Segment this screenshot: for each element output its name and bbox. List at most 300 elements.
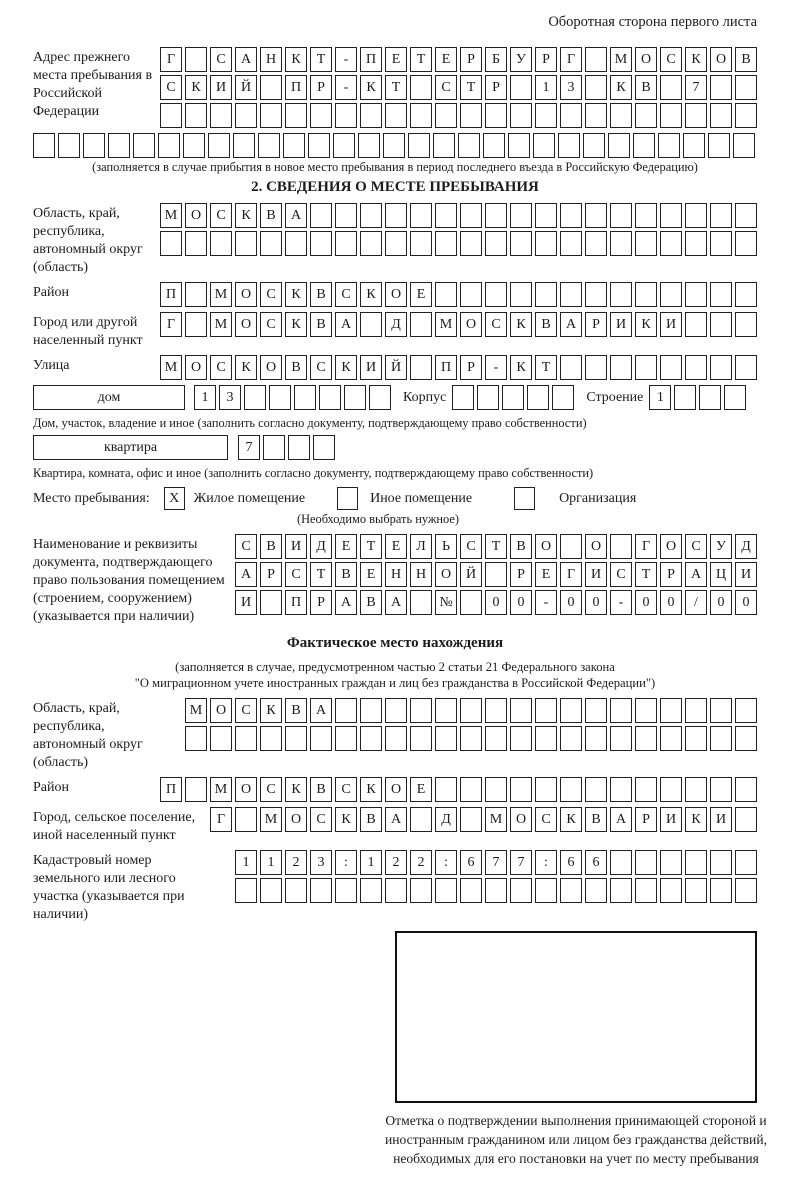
char-cell (360, 203, 382, 228)
char-cell: В (635, 75, 657, 100)
char-cell: В (260, 203, 282, 228)
char-cell (685, 282, 707, 307)
char-cell (263, 435, 285, 460)
char-cell (660, 850, 682, 875)
char-cell (683, 133, 705, 158)
char-cell (435, 698, 457, 723)
char-cell (185, 777, 207, 802)
char-cell (310, 878, 332, 903)
char-cell (560, 534, 582, 559)
char-cell (674, 385, 696, 410)
char-cell: Е (335, 534, 357, 559)
char-cell: М (160, 203, 182, 228)
char-cell: И (285, 534, 307, 559)
char-cell: И (660, 807, 682, 832)
actual-city-row (33, 807, 757, 845)
char-cell (360, 698, 382, 723)
char-cell (560, 282, 582, 307)
char-cell (635, 777, 657, 802)
char-cell (485, 698, 507, 723)
char-cell (585, 355, 607, 380)
char-cell (385, 878, 407, 903)
char-cell: Н (385, 562, 407, 587)
char-cell (585, 282, 607, 307)
char-cell: - (335, 47, 357, 72)
char-cell: Р (310, 75, 332, 100)
char-cell: Д (435, 807, 457, 832)
city-label: Город или другой населенный пункт (33, 315, 143, 348)
char-cell: Т (360, 534, 382, 559)
char-cell: С (260, 777, 282, 802)
char-cell: : (535, 850, 557, 875)
char-cell (508, 133, 530, 158)
char-cell (435, 203, 457, 228)
korpus-cells (452, 385, 574, 410)
char-cell (560, 203, 582, 228)
char-cell: А (235, 562, 257, 587)
char-cell: Й (385, 355, 407, 380)
char-cell: К (510, 355, 532, 380)
char-cell (258, 133, 280, 158)
char-cell: Д (735, 534, 757, 559)
document-cells (235, 534, 757, 615)
previous-address-cells (160, 47, 757, 128)
char-cell: И (610, 312, 632, 337)
char-cell: 7 (510, 850, 532, 875)
char-cell (244, 385, 266, 410)
char-cell (735, 807, 757, 832)
apartment-cells (238, 435, 335, 460)
char-cell: М (160, 355, 182, 380)
char-cell: А (285, 203, 307, 228)
char-cell: О (235, 777, 257, 802)
char-cell: О (710, 47, 732, 72)
char-row (160, 312, 757, 337)
char-cell: А (685, 562, 707, 587)
char-cell: : (435, 850, 457, 875)
char-cell (610, 850, 632, 875)
char-cell (733, 133, 755, 158)
char-cell: Ь (435, 534, 457, 559)
char-cell: К (335, 807, 357, 832)
char-cell (502, 385, 524, 410)
char-cell (510, 231, 532, 256)
char-cell (435, 777, 457, 802)
char-cell: О (635, 47, 657, 72)
char-cell (527, 385, 549, 410)
char-cell (685, 312, 707, 337)
confirmation-stamp-box (395, 931, 757, 1103)
char-cell (658, 133, 680, 158)
char-cell (585, 777, 607, 802)
char-cell: В (335, 562, 357, 587)
char-cell (735, 231, 757, 256)
char-cell: Т (485, 534, 507, 559)
char-cell (735, 850, 757, 875)
option-other-premises-label: Иное помещение (370, 490, 473, 506)
char-cell (560, 355, 582, 380)
char-row (235, 850, 757, 875)
char-cell (735, 203, 757, 228)
district-label: Район (33, 285, 69, 300)
char-cell: Е (535, 562, 557, 587)
district-row (33, 282, 757, 307)
char-cell: Р (635, 807, 657, 832)
char-cell: : (335, 850, 357, 875)
char-cell (735, 698, 757, 723)
char-cell: С (485, 312, 507, 337)
char-cell (185, 726, 207, 751)
char-cell: Т (385, 75, 407, 100)
char-cell (410, 807, 432, 832)
char-cell (233, 133, 255, 158)
char-cell (735, 777, 757, 802)
char-cell: 1 (360, 850, 382, 875)
char-cell (560, 878, 582, 903)
korpus-label: Корпус (403, 389, 447, 405)
apartment-label-box: квартира (33, 435, 228, 460)
char-cell (108, 133, 130, 158)
char-cell (485, 282, 507, 307)
char-cell (185, 47, 207, 72)
char-cell: 3 (560, 75, 582, 100)
char-cell (260, 878, 282, 903)
char-cell: С (535, 807, 557, 832)
char-cell (710, 878, 732, 903)
char-cell (360, 726, 382, 751)
actual-region-row (33, 698, 757, 772)
char-cell (210, 103, 232, 128)
char-cell (535, 103, 557, 128)
char-cell: О (385, 282, 407, 307)
char-cell (710, 203, 732, 228)
char-cell (560, 103, 582, 128)
char-row (160, 231, 757, 256)
char-cell (83, 133, 105, 158)
char-cell (685, 355, 707, 380)
char-cell: А (610, 807, 632, 832)
char-cell: К (510, 312, 532, 337)
actual-city-label: Город, сельское поселение, иной населенный пункт (33, 810, 196, 843)
char-row (160, 203, 757, 228)
char-cell: Р (585, 312, 607, 337)
char-cell: К (610, 75, 632, 100)
stay-type-note: (Необходимо выбрать нужное) (296, 512, 460, 526)
char-cell: 0 (635, 590, 657, 615)
char-cell: Т (535, 355, 557, 380)
char-cell (185, 231, 207, 256)
char-cell (210, 726, 232, 751)
char-cell (710, 103, 732, 128)
char-cell: Т (310, 47, 332, 72)
cadastre-label: Кадастровый номер земельного или лесного участка (указывается при наличии) (33, 853, 185, 922)
char-cell (660, 103, 682, 128)
char-cell: - (485, 355, 507, 380)
char-cell: О (585, 534, 607, 559)
char-cell (460, 878, 482, 903)
char-cell (685, 850, 707, 875)
char-cell (510, 282, 532, 307)
char-cell: К (285, 282, 307, 307)
char-cell (635, 850, 657, 875)
char-cell: В (360, 590, 382, 615)
char-cell (585, 698, 607, 723)
actual-location-note-line2: "О миграционном учете иностранных граждан и лиц без гражданства в Российской Федерации") (134, 676, 656, 690)
char-cell (477, 385, 499, 410)
confirmation-region (33, 931, 767, 1193)
char-cell (635, 726, 657, 751)
char-cell (294, 385, 316, 410)
page-side-note: Оборотная сторона первого листа (548, 14, 757, 30)
char-cell (433, 133, 455, 158)
char-cell (660, 75, 682, 100)
char-cell (235, 807, 257, 832)
char-cell: О (660, 534, 682, 559)
char-cell: А (235, 47, 257, 72)
char-cell (535, 878, 557, 903)
char-cell: К (335, 355, 357, 380)
char-cell (558, 133, 580, 158)
char-cell: Г (210, 807, 232, 832)
char-cell (485, 726, 507, 751)
char-cell (385, 698, 407, 723)
char-cell (685, 777, 707, 802)
char-cell (560, 698, 582, 723)
char-cell: К (285, 47, 307, 72)
char-cell (460, 231, 482, 256)
char-cell: О (460, 312, 482, 337)
char-cell (610, 726, 632, 751)
char-cell (358, 133, 380, 158)
region-row (33, 203, 757, 277)
char-cell: О (235, 282, 257, 307)
char-cell (485, 231, 507, 256)
char-cell (183, 133, 205, 158)
previous-address-note: (заполняется в случае прибытия в новое место пребывания в период последнего въезда в Российскую Федерацию) (92, 160, 698, 174)
char-cell (635, 282, 657, 307)
char-cell (510, 103, 532, 128)
char-cell (410, 355, 432, 380)
char-cell (710, 312, 732, 337)
char-cell: С (685, 534, 707, 559)
char-cell: 0 (510, 590, 532, 615)
actual-location-note-line1: (заполняется в случае, предусмотренном частью 2 статьи 21 Федерального закона (175, 660, 615, 674)
char-cell: А (385, 590, 407, 615)
char-cell (560, 777, 582, 802)
char-cell (710, 282, 732, 307)
char-cell (160, 103, 182, 128)
house-label-box: дом (33, 385, 185, 410)
char-cell (699, 385, 721, 410)
char-cell (485, 203, 507, 228)
cadastre-row (33, 850, 757, 924)
char-cell (724, 385, 746, 410)
char-cell (460, 777, 482, 802)
char-row (185, 726, 757, 751)
char-cell (510, 698, 532, 723)
char-cell (510, 203, 532, 228)
house-note: Дом, участок, владение и иное (заполнить согласно документу, подтверждающему право собственности) (33, 416, 587, 430)
char-cell: Д (385, 312, 407, 337)
char-cell: А (560, 312, 582, 337)
char-cell: Е (410, 777, 432, 802)
char-cell: С (660, 47, 682, 72)
char-cell (485, 777, 507, 802)
char-cell (360, 312, 382, 337)
char-cell (235, 878, 257, 903)
char-cell: И (660, 312, 682, 337)
char-cell (360, 878, 382, 903)
char-cell: 0 (735, 590, 757, 615)
char-cell: К (260, 698, 282, 723)
char-cell (410, 312, 432, 337)
char-cell: Т (310, 562, 332, 587)
char-cell (210, 231, 232, 256)
char-row (235, 562, 757, 587)
char-cell (313, 435, 335, 460)
char-cell (735, 312, 757, 337)
cadastre-cells (235, 850, 757, 903)
char-cell (685, 203, 707, 228)
char-cell: Р (535, 47, 557, 72)
char-cell (185, 312, 207, 337)
char-row (235, 534, 757, 559)
char-cell: П (160, 777, 182, 802)
char-cell: С (210, 203, 232, 228)
char-cell: О (185, 355, 207, 380)
char-cell (585, 47, 607, 72)
char-cell: С (235, 534, 257, 559)
char-cell (235, 103, 257, 128)
char-cell (460, 103, 482, 128)
char-cell (610, 203, 632, 228)
char-cell (260, 726, 282, 751)
char-cell: С (460, 534, 482, 559)
char-cell: С (335, 282, 357, 307)
char-cell: 6 (460, 850, 482, 875)
char-cell: Й (460, 562, 482, 587)
char-cell (385, 203, 407, 228)
char-cell (410, 726, 432, 751)
char-cell (560, 726, 582, 751)
char-cell: - (335, 75, 357, 100)
char-cell: 1 (194, 385, 216, 410)
char-row (235, 590, 757, 615)
char-cell (685, 726, 707, 751)
char-cell (610, 282, 632, 307)
char-cell (560, 231, 582, 256)
street-label: Улица (33, 358, 70, 373)
char-cell: К (360, 777, 382, 802)
char-cell (583, 133, 605, 158)
char-cell: 6 (585, 850, 607, 875)
char-cell: Д (310, 534, 332, 559)
char-cell (460, 203, 482, 228)
char-cell (660, 203, 682, 228)
char-cell (585, 75, 607, 100)
char-cell (408, 133, 430, 158)
char-cell (660, 777, 682, 802)
house-line (33, 385, 757, 410)
char-cell (185, 282, 207, 307)
char-cell: М (210, 312, 232, 337)
char-cell (335, 203, 357, 228)
char-cell: С (160, 75, 182, 100)
char-cell (710, 75, 732, 100)
char-cell (610, 534, 632, 559)
char-cell: Р (460, 47, 482, 72)
char-cell (610, 103, 632, 128)
char-cell: С (210, 47, 232, 72)
char-cell (535, 726, 557, 751)
char-cell (610, 698, 632, 723)
char-cell (435, 231, 457, 256)
char-cell (235, 231, 257, 256)
char-cell (552, 385, 574, 410)
char-cell (610, 777, 632, 802)
char-cell (335, 231, 357, 256)
actual-region-label: Область, край, республика, автономный округ (область) (33, 701, 143, 770)
char-cell: 6 (560, 850, 582, 875)
char-cell (510, 726, 532, 751)
char-cell (735, 75, 757, 100)
char-cell (685, 698, 707, 723)
char-cell: И (210, 75, 232, 100)
char-cell: И (585, 562, 607, 587)
char-cell (410, 75, 432, 100)
char-cell (410, 231, 432, 256)
char-cell: В (310, 777, 332, 802)
char-cell: 0 (660, 590, 682, 615)
char-cell (735, 726, 757, 751)
char-cell (335, 726, 357, 751)
char-cell: С (260, 282, 282, 307)
char-cell: 3 (310, 850, 332, 875)
char-cell (735, 282, 757, 307)
char-cell: К (635, 312, 657, 337)
char-cell: 7 (238, 435, 260, 460)
char-cell (335, 103, 357, 128)
char-cell: П (285, 590, 307, 615)
char-cell (385, 103, 407, 128)
char-cell (660, 231, 682, 256)
char-cell: О (260, 355, 282, 380)
char-cell: К (285, 777, 307, 802)
char-cell (710, 726, 732, 751)
street-row (33, 355, 757, 380)
char-cell: Б (485, 47, 507, 72)
actual-district-label: Район (33, 780, 69, 795)
char-cell (185, 103, 207, 128)
char-cell (160, 231, 182, 256)
char-cell: В (535, 312, 557, 337)
char-cell: К (185, 75, 207, 100)
region-label: Область, край, республика, автономный округ (область) (33, 206, 143, 275)
char-cell (383, 133, 405, 158)
char-cell (460, 282, 482, 307)
char-cell (635, 355, 657, 380)
char-cell (319, 385, 341, 410)
char-cell (435, 282, 457, 307)
char-cell: Й (235, 75, 257, 100)
option-residential-label: Жилое помещение (193, 490, 306, 506)
char-cell (283, 133, 305, 158)
char-cell (610, 878, 632, 903)
char-cell: С (210, 355, 232, 380)
char-cell: О (535, 534, 557, 559)
char-cell (485, 562, 507, 587)
char-row (185, 698, 757, 723)
